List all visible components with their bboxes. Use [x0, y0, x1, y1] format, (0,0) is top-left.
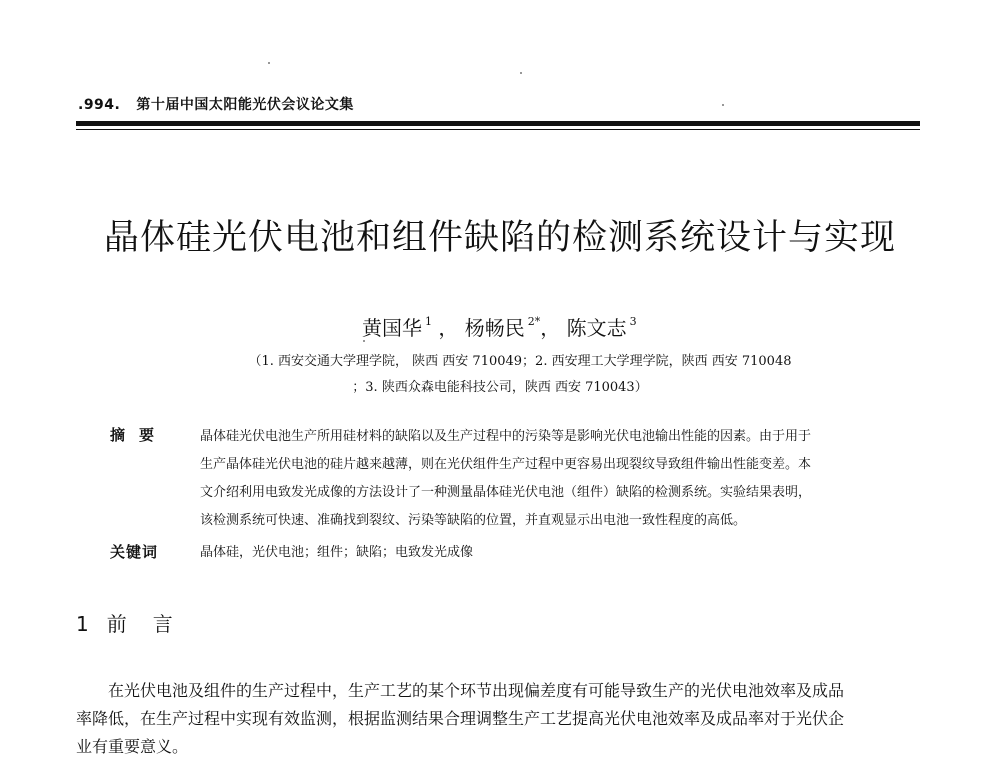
author-separator: ， [432, 316, 459, 340]
running-header [78, 94, 354, 114]
author-name: 杨畅民 [464, 316, 525, 340]
author-affil-mark: 3 [629, 315, 637, 328]
author-list [362, 312, 637, 341]
scan-speck [268, 62, 270, 64]
affiliation-line: （1. 西安交通大学理学院， 陕西 西安 710049；2. 西安理工大学理学院，陕西 西安 710048 [248, 354, 792, 369]
author-affil-mark: 1 [425, 315, 432, 328]
abstract-line: 生产晶体硅光伏电池的硅片越来越薄，则在光伏组件生产过程中更容易出现裂纹导致组件输出性能变差。本 [200, 457, 812, 472]
affiliation-line: ；3. 陕西众森电能科技公司，陕西 西安 710043） [352, 380, 648, 395]
author-name: 陈文志 [566, 316, 627, 340]
scan-speck [520, 72, 522, 74]
abstract-label: 摘要 [110, 426, 169, 444]
author-separator: ， [540, 316, 561, 340]
header-rule-thin [76, 129, 920, 130]
header-rule-thick [76, 121, 920, 126]
author-affil-mark: 2* [527, 315, 541, 328]
paper-title: 晶体硅光伏电池和组件缺陷的检测系统设计与实现 [103, 218, 896, 258]
proceedings-title: 第十届中国太阳能光伏会议论文集 [136, 97, 354, 113]
scan-speck [722, 104, 724, 106]
author-name: 黄国华 [362, 316, 422, 340]
section-heading [76, 608, 199, 637]
keywords-label: 关键词 [110, 543, 159, 561]
scan-speck [363, 340, 365, 342]
body-paragraph-line: 率降低，在生产过程中实现有效监测，根据监测结果合理调整生产工艺提高光伏电池效率及成品率对于光伏企 [76, 709, 845, 728]
body-paragraph-line: 业有重要意义。 [76, 737, 189, 756]
section-name: 前言 [106, 612, 199, 636]
abstract-line: 晶体硅光伏电池生产所用硅材料的缺陷以及生产过程中的污染等是影响光伏电池输出性能的因素。由于用于 [200, 429, 812, 444]
body-paragraph-line: 在光伏电池及组件的生产过程中，生产工艺的某个环节出现偏差度有可能导致生产的光伏电池效率及成品 [108, 681, 845, 700]
abstract-line: 文介绍利用电致发光成像的方法设计了一种测量晶体硅光伏电池（组件）缺陷的检测系统。实验结果表明， [200, 485, 812, 500]
abstract-line: 该检测系统可快速、准确找到裂纹、污染等缺陷的位置，并直观显示出电池一致性程度的高低。 [200, 513, 747, 528]
page-number: .994. [78, 97, 121, 113]
keywords-text: 晶体硅，光伏电池；组件；缺陷；电致发光成像 [200, 545, 474, 560]
section-number: 1 [76, 612, 89, 636]
